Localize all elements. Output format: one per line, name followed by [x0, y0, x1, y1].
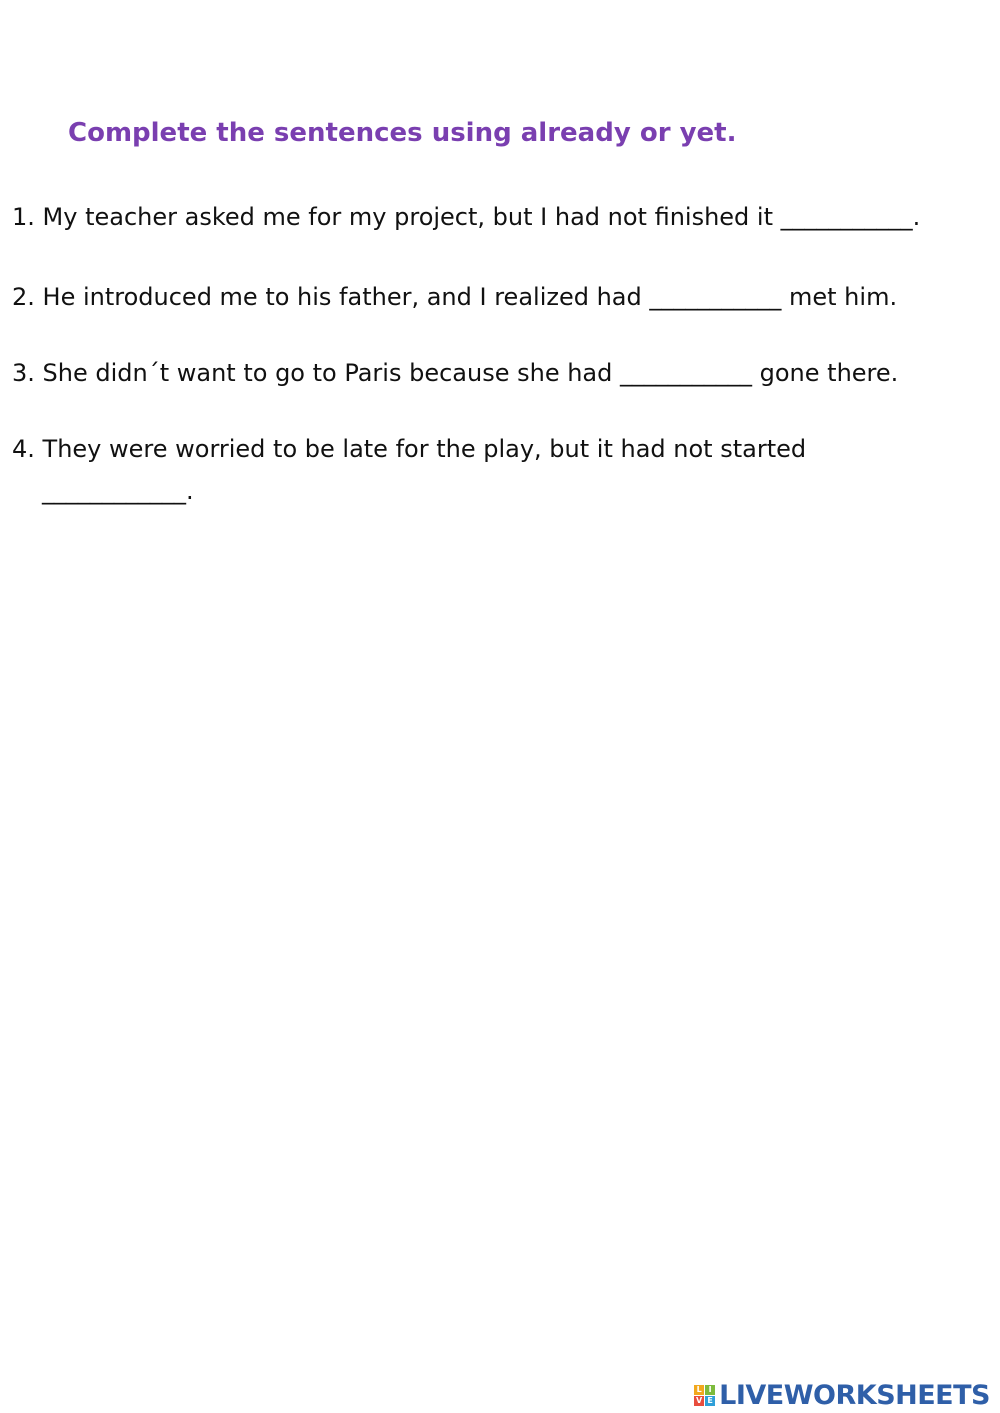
- liveworksheets-logo-icon: [694, 1385, 715, 1406]
- liveworksheets-brand: [694, 1380, 990, 1411]
- sentence-2: 2. He introduced me to his father, and I realized had ___________ met him.: [12, 283, 898, 311]
- logo-tile-e: E: [705, 1396, 715, 1406]
- worksheet-title: Complete the sentences using already or yet.: [68, 118, 737, 148]
- sentence-4-continuation: ____________.: [42, 477, 194, 505]
- sentence-3: 3. She didn´t want to go to Paris because she had ___________ gone there.: [12, 359, 899, 387]
- sentence-1: 1. My teacher asked me for my project, but I had not finished it ___________.: [12, 203, 921, 231]
- sentence-4: 4. They were worried to be late for the play, but it had not started: [12, 435, 807, 463]
- logo-tile-l: L: [694, 1385, 704, 1395]
- brand-name: LIVEWORKSHEETS: [719, 1380, 990, 1411]
- logo-tile-v: V: [696, 1396, 703, 1405]
- logo-tile-i: I: [705, 1385, 715, 1395]
